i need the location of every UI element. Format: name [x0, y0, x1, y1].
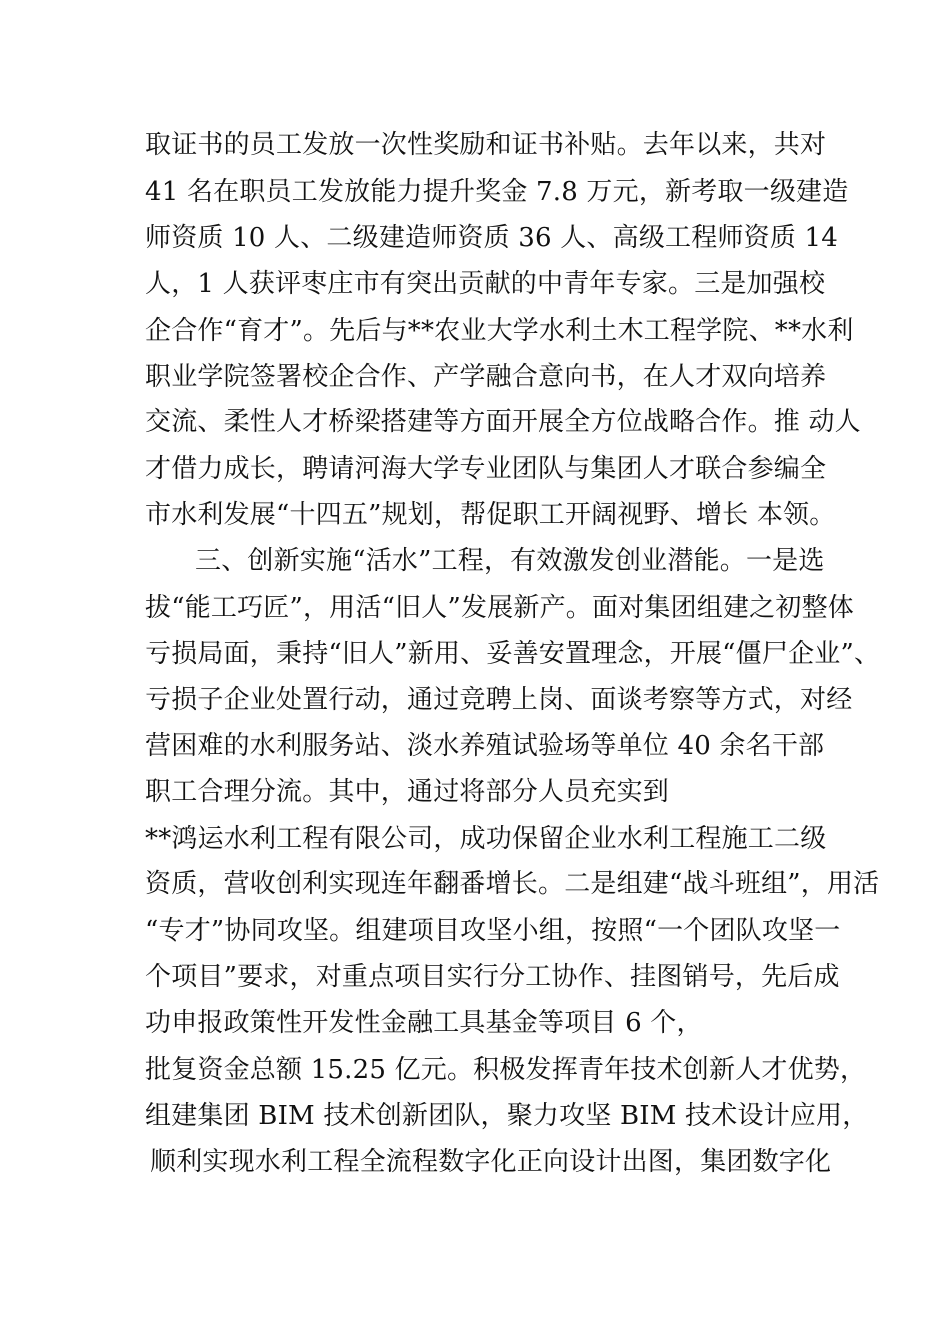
text-line-8: 才借力成长，聘请河海大学专业团队与集团人才联合参编全 — [145, 454, 827, 484]
text-line-18: “专才”协同攻坚。组建项目攻坚小组，按照“一个团队攻坚一 — [145, 916, 841, 946]
text-line-20: 功申报政策性开发性金融工具基金等项目 6 个， — [145, 1008, 703, 1038]
text-line-12: 亏损局面，秉持“旧人”新用、妥善安置理念，开展“僵尸企业”、 — [145, 639, 881, 669]
text-line-9: 市水利发展“十四五”规划，帮促职工开阔视野、增长 本领。 — [145, 500, 836, 530]
text-line-1: 取证书的员工发放一次性奖励和证书补贴。去年以来，共对 — [145, 130, 827, 160]
text-line-5: 企合作“育才”。先后与**农业大学水利土木工程学院、**水利 — [145, 316, 854, 346]
text-line-22: 组建集团 BIM 技术创新团队，聚力攻坚 BIM 技术设计应用， — [145, 1101, 869, 1131]
text-line-3: 师资质 10 人、二级建造师资质 36 人、高级工程师资质 14 — [145, 223, 838, 253]
text-line-15: 职工合理分流。其中，通过将部分人员充实到 — [145, 777, 670, 807]
text-line-14: 营困难的水利服务站、淡水养殖试验场等单位 40 余名干部 — [145, 731, 825, 761]
text-line-4: 人，1 人获评枣庄市有突出贡献的中青年专家。三是加强校 — [145, 269, 826, 299]
text-line-21: 批复资金总额 15.25 亿元。积极发挥青年技术创新人才优势， — [145, 1055, 867, 1085]
text-line-19: 个项目”要求，对重点项目实行分工协作、挂图销号，先后成 — [145, 962, 840, 992]
text-line-13: 亏损子企业处置行动，通过竞聘上岗、面谈考察等方式，对经 — [145, 685, 853, 715]
text-line-7: 交流、柔性人才桥梁搭建等方面开展全方位战略合作。推 动人 — [145, 407, 861, 437]
text-line-23: 顺利实现水利工程全流程数字化正向设计出图，集团数字化 — [150, 1147, 832, 1177]
text-line-17: 资质，营收创利实现连年翻番增长。二是组建“战斗班组”，用活 — [145, 869, 880, 899]
text-line-6: 职业学院签署校企合作、产学融合意向书，在人才双向培养 — [145, 362, 827, 392]
text-line-2: 41 名在职员工发放能力提升奖金 7.8 万元，新考取一级建造 — [145, 177, 849, 207]
text-line-16: **鸿运水利工程有限公司，成功保留企业水利工程施工二级 — [145, 824, 827, 854]
text-line-11: 拔“能工巧匠”，用活“旧人”发展新产。面对集团组建之初整体 — [145, 593, 854, 623]
paragraph-heading-line: 三、创新实施“活水”工程，有效激发创业潜能。一是选 — [195, 546, 825, 576]
